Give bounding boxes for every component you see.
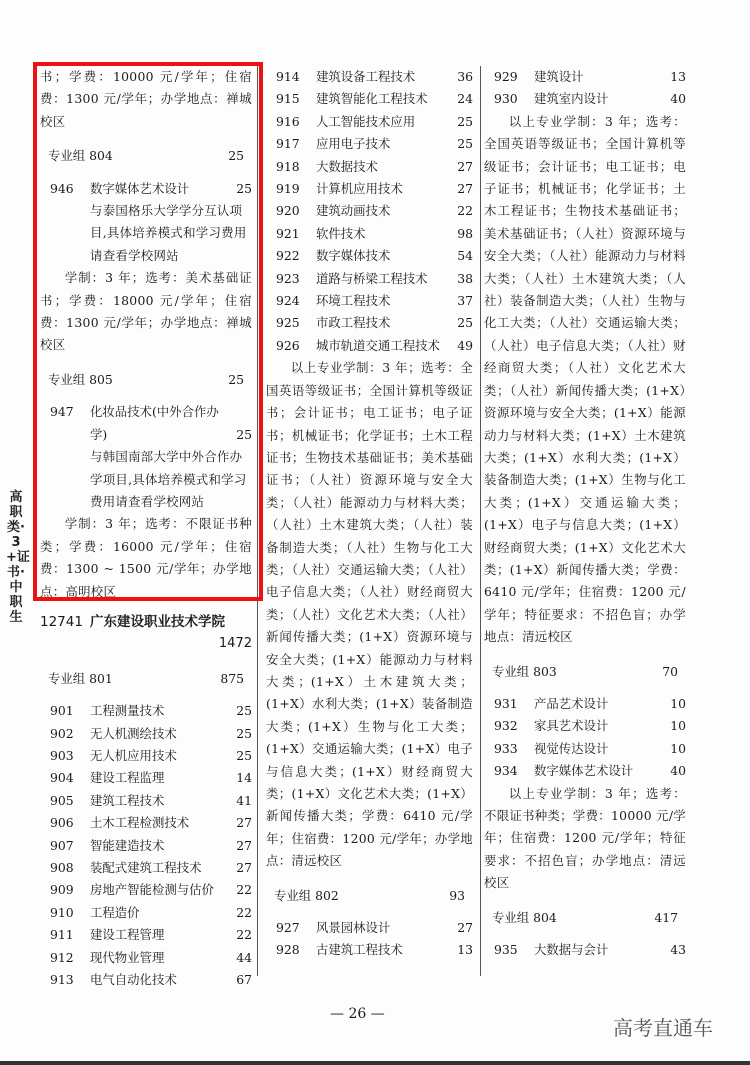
major-row: 920 建筑动画技术 22 <box>276 203 473 219</box>
major-row: 923 道路与桥梁工程技术 38 <box>276 270 473 286</box>
group-801-requirements: 以上专业学制：3 年；选考：全国英语等级证书；全国计算机等级证书；会计证书；电工证书；电子证书；机械证书；化学证书；土木工程证书；生物技术基础证书；美术基础证书；（人社）资源环境与安全大类；（人社）能源动力与材料大类；（人社）土木建筑大类；（人社）装备制造大类；（人社）生物与化工大类；（人社）交通运输大类；（人社）电子信息大类；（人社）财经商贸大类；（人社）文化艺术大类；（人社）新闻传播大类；(1+X）资源环境与安全大类；(1+X）能源动力与材料大类；(1+X）土木建筑大类；(1+X）水利大类；(1+X）装备制造大类；(1+X）生物与化工大类；(1+X）交通运输大类；(1+X）电子与信息大类；(1+X）财经商贸大类；(1+X）文化艺术大类；(1+X）新闻传播大类；学费：6410 元/学年；住宿费：1200 元/学年；办学地点：清远校区 <box>266 360 473 869</box>
major-row: 935 大数据与会计 43 <box>494 942 686 958</box>
major-row: 931 产品艺术设计 10 <box>494 695 686 711</box>
watermark: 高考直通车 <box>613 1016 713 1040</box>
major-row: 916 人工智能技术应用 25 <box>276 113 473 129</box>
school-header: 12741 广东建设职业技术学院 <box>40 613 225 630</box>
column-2 <box>266 66 473 962</box>
major-row: 918 大数据技术 27 <box>276 158 473 174</box>
major-row: 902 无人机测绘技术 25 <box>50 725 252 741</box>
group-802-requirements: 以上专业学制：3 年；选考：全国英语等级证书；全国计算机等级证书；会计证书；电工证书；电子证书；机械证书；化学证书；土木工程证书；生物技术基础证书；美术基础证书；（人社）资源环境与安全大类；（人社）能源动力与材料大类；（人社）土木建筑大类；（人社）装备制造大类；（人社）生物与化工大类；（人社）交通运输大类；（人社）电子信息大类；（人社）财经商贸大类；（人社）文化艺术大类；（人社）新闻传播大类；(1+X）资源环境与安全大类；(1+X）能源动力与材料大类；(1+X）土木建筑大类；(1+X）水利大类；(1+X）装备制造大类；(1+X）生物与化工大类；(1+X）交通运输大类；(1+X）电子与信息大类；(1+X）财经商贸大类；(1+X）文化艺术大类；(1+X）新闻传播大类；学费：6410 元/学年；住宿费：1200 元/学年；特征要求：不招色盲；办学地点：清远校区 <box>484 113 686 645</box>
group-804-header: 专业组 804 417 <box>492 909 678 925</box>
major-row: 926 城市轨道交通工程技术 49 <box>276 337 473 353</box>
major-row: 917 应用电子技术 25 <box>276 136 473 152</box>
major-row: 910 工程造价 22 <box>50 904 252 920</box>
major-row: 914 建筑设备工程技术 36 <box>276 69 473 84</box>
major-row: 903 无人机应用技术 25 <box>50 747 252 763</box>
major-row: 921 软件技术 98 <box>276 225 473 241</box>
major-row: 904 建设工程监理 14 <box>50 770 252 786</box>
major-row: 908 装配式建筑工程技术 27 <box>50 860 252 875</box>
major-row: 925 市政工程技术 25 <box>276 315 473 331</box>
school-total: 1472 <box>218 636 252 652</box>
column-divider <box>480 66 481 976</box>
major-row: 901 工程测量技术 25 <box>50 703 252 719</box>
major-row: 922 数字媒体技术 54 <box>276 248 473 264</box>
major-row: 913 电气自动化技术 67 <box>50 972 252 988</box>
major-row: 929 建筑设计 13 <box>494 69 686 84</box>
major-row: 905 建筑工程技术 41 <box>50 792 252 808</box>
group-805-requirements: 学制：3 年；选考：不限证书种类；学费：16000 元/学年；住宿费：1300 ~ 1500 元/学年；办学地点：高明校区 <box>40 516 252 599</box>
group-804-header: 专业组 804 25 <box>48 148 244 164</box>
major-row: 907 智能建造技术 27 <box>50 837 252 853</box>
major-row: 915 建筑智能化工程技术 24 <box>276 91 473 107</box>
major-row: 932 家具艺术设计 10 <box>494 718 686 734</box>
highlight-box <box>33 62 263 601</box>
major-row: 933 视觉传达设计 10 <box>494 740 686 756</box>
major-row: 911 建设工程管理 22 <box>50 927 252 943</box>
major-row: 924 环境工程技术 37 <box>276 293 473 309</box>
page-number: — 26 — <box>330 1006 385 1022</box>
major-row: 909 房地产智能检测与估价 22 <box>50 882 252 898</box>
major-row: 946 数字媒体艺术设计 25 <box>50 180 252 196</box>
major-row: 927 风景园林设计 27 <box>276 920 473 936</box>
major-row: 930 建筑室内设计 40 <box>494 91 686 107</box>
group-805-header: 专业组 805 25 <box>48 371 244 387</box>
group-804-requirements: 学制：3 年；选考：美术基础证书；学费：18000 元/学年；住宿费：1300 元/学年；办学地点：禅城校区 <box>40 270 252 353</box>
major-row: 947 化妆品技术(中外合作办学) 25 <box>50 404 252 442</box>
bottom-border <box>0 1061 750 1065</box>
previous-group-text: 书；学费：10000 元/学年；住宿费：1300 元/学年；办学地点：禅城校区 <box>40 69 252 129</box>
column-3 <box>484 66 686 961</box>
major-list <box>266 66 473 357</box>
major-row: 919 计算机应用技术 27 <box>276 181 473 197</box>
group-803-requirements: 以上专业学制：3 年；选考：不限证书种类；学费：10000 元/学年；住宿费：1200 元/学年；特征要求：不招色盲；办学地点：清远校区 <box>484 785 686 891</box>
major-note: 与泰国格乐大学学分互认项目,具体培养模式和学习费用请查看学校网站 <box>90 203 247 263</box>
group-802-header: 专业组 802 93 <box>274 887 465 903</box>
major-note: 与韩国南部大学中外合作办学项目,具体培养模式和学习费用请查看学校网站 <box>90 449 247 509</box>
major-row: 912 现代物业管理 44 <box>50 949 252 965</box>
major-list <box>40 700 252 991</box>
group-801-header: 专业组 801 875 <box>48 670 244 686</box>
side-section-tab: 高职类·3+证书·中职生 <box>6 490 30 625</box>
major-row: 906 土木工程检测技术 27 <box>50 815 252 831</box>
group-803-header: 专业组 803 70 <box>492 663 678 679</box>
major-row: 928 古建筑工程技术 13 <box>276 942 473 958</box>
major-row: 934 数字媒体艺术设计 40 <box>494 763 686 779</box>
